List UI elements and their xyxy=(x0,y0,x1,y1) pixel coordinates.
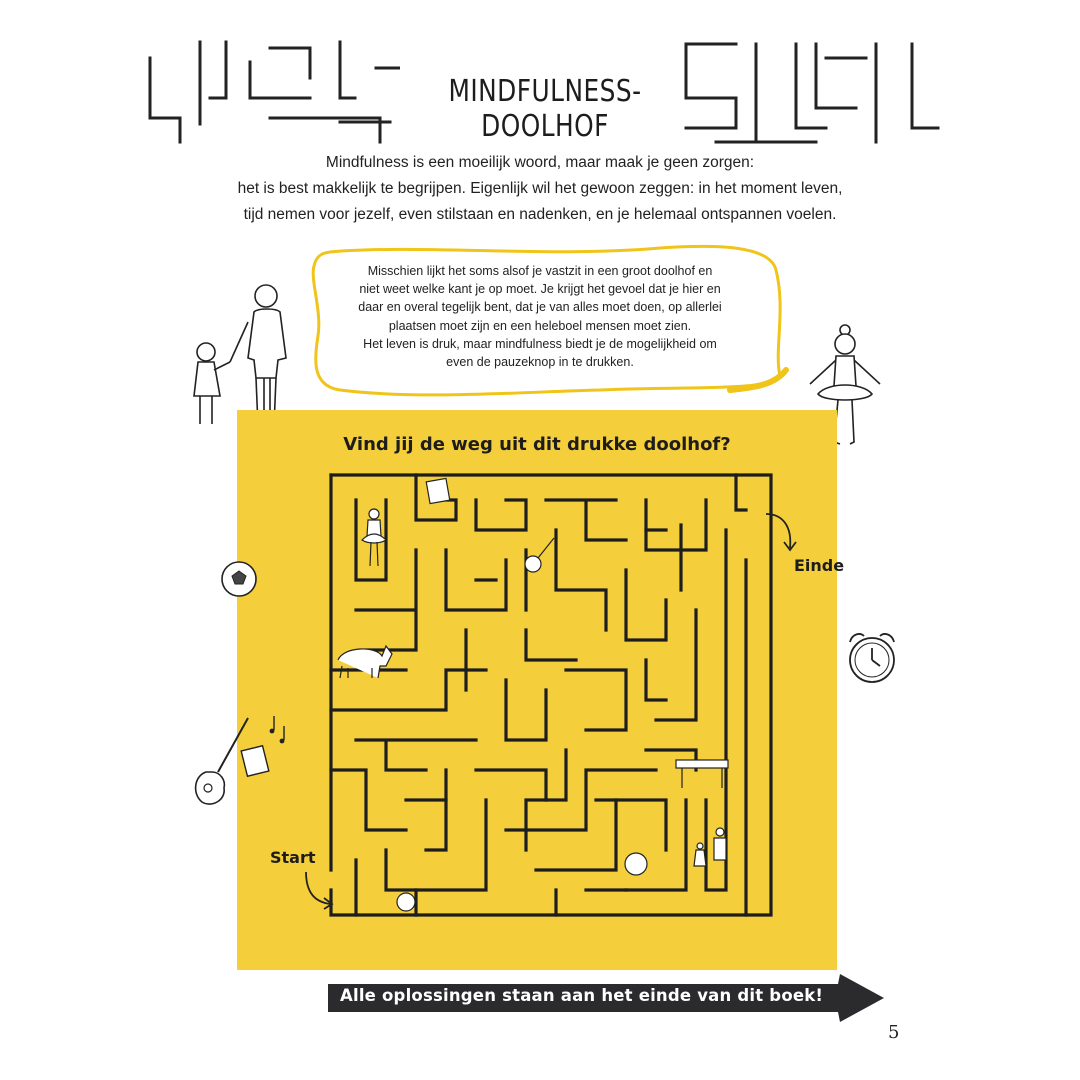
bubble-line: even de pauzeknop in te drukken. xyxy=(446,355,634,370)
intro-line: het is best makkelijk te begrijpen. Eigenlijk wil het gewoon zeggen: in het moment leven, xyxy=(237,180,843,197)
bubble-line: Misschien lijkt het soms alsof je vastzit in een groot doolhof en xyxy=(367,264,713,278)
maze-ball-icon xyxy=(397,893,415,911)
bubble-line: Het leven is druk, maar mindfulness biedt je de mogelijkheid om xyxy=(363,336,717,351)
page-number: 5 xyxy=(888,1022,900,1043)
alarm-clock-icon xyxy=(842,628,902,688)
bubble-line: niet weet welke kant je op moet. Je krijgt het gevoel dat je hier en xyxy=(359,282,721,297)
maze-alarm-clock-icon xyxy=(625,853,647,875)
soccer-ball-icon xyxy=(220,560,258,598)
maze[interactable] xyxy=(326,470,776,920)
bubble-line: plaatsen moet zijn en een heleboel mensen moet zien. xyxy=(388,318,692,333)
maze-end-label: Einde xyxy=(794,556,845,575)
maze-dog-icon xyxy=(338,646,392,678)
header-maze-left-decoration xyxy=(140,38,400,148)
start-arrow-icon xyxy=(296,868,340,912)
sheet-music-icon xyxy=(240,712,296,792)
bubble-line: daar en overal tegelijk bent, dat je van alles moet doen, op allerlei xyxy=(358,300,722,315)
maze-guitar-icon xyxy=(525,538,554,572)
end-arrow-icon xyxy=(760,508,804,554)
intro-line: tijd nemen voor jezelf, even stilstaan en nadenken, en je helemaal ontspannen voelen. xyxy=(243,206,837,223)
maze-question: Vind jij de weg uit dit drukke doolhof? xyxy=(343,434,731,455)
page-title: MINDFULNESS-DOOLHOF xyxy=(448,74,642,144)
maze-ballerina-icon xyxy=(362,509,386,566)
intro-paragraph xyxy=(150,150,930,228)
maze-family-icon xyxy=(694,828,726,866)
maze-table-icon xyxy=(676,760,728,788)
maze-start-label: Start xyxy=(270,848,316,867)
maze-notebook-icon xyxy=(426,478,450,503)
header-maze-right-decoration xyxy=(676,38,941,148)
solutions-banner-text: Alle oplossingen staan aan het einde van dit boek! xyxy=(340,986,824,1005)
speech-bubble-text xyxy=(325,262,755,371)
intro-line: Mindfulness is een moeilijk woord, maar maak je geen zorgen: xyxy=(325,154,755,171)
